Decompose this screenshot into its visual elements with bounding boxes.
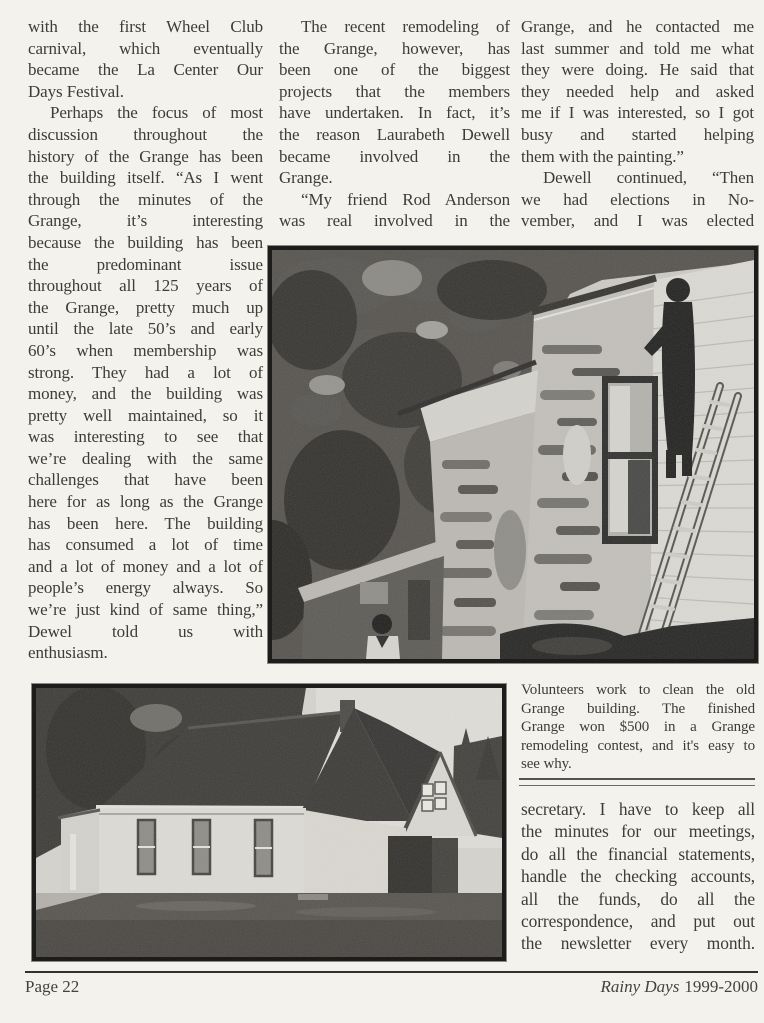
text-line: Grange, and he contacted me bbox=[521, 17, 754, 36]
text-line: the minutes for our meetings, bbox=[521, 821, 755, 842]
text-line: 60’s when membership was bbox=[28, 340, 263, 360]
text-line: Grange. bbox=[279, 168, 333, 188]
text-line: until the late 50’s and early bbox=[28, 319, 263, 339]
footer-page-number: Page 22 bbox=[25, 977, 80, 996]
text-line: people’s energy always. So bbox=[28, 578, 263, 598]
page-footer bbox=[25, 977, 758, 997]
text-line: busy and started helping bbox=[521, 124, 754, 144]
text-line: the Grange, pretty much up bbox=[28, 297, 263, 317]
text-line: pretty well maintained, so it bbox=[28, 405, 263, 425]
text-line: was real involved in the bbox=[279, 211, 510, 231]
text-line: correspondence, and put out bbox=[521, 911, 755, 932]
photo-finished-grange-graphic bbox=[36, 688, 502, 957]
text-line: through the minutes of the bbox=[28, 189, 263, 209]
text-line: we had elections in No- bbox=[521, 189, 754, 209]
text-line: been one of the biggest bbox=[279, 60, 510, 80]
text-line: do all the financial statements, bbox=[521, 843, 755, 864]
text-line: and a lot of money and a lot of bbox=[28, 556, 263, 576]
text-line: Perhaps the focus of most bbox=[50, 103, 263, 123]
text-line: The recent remodeling of bbox=[301, 17, 510, 36]
text-line: carnival, which eventually bbox=[28, 38, 263, 58]
photo-caption bbox=[521, 681, 755, 774]
text-line: with the first Wheel Club bbox=[28, 17, 263, 36]
text-line: vember, and I was elected bbox=[521, 211, 754, 231]
text-line: money, and the building was bbox=[28, 384, 263, 404]
text-line: the predominant issue bbox=[28, 254, 263, 274]
text-line: enthusiasm. bbox=[28, 643, 108, 663]
text-line: the building itself. “As I went bbox=[28, 168, 263, 188]
text-line: challenges that have been bbox=[28, 470, 263, 490]
text-line: has been here. The building bbox=[28, 513, 263, 533]
text-line: discussion throughout the bbox=[28, 124, 263, 144]
text-line: became involved in the bbox=[279, 146, 510, 166]
photo-grange-remodeling bbox=[268, 246, 758, 663]
text-line: throughout all 125 years of bbox=[28, 276, 263, 296]
photo-grange-remodeling-graphic bbox=[272, 250, 754, 659]
text-line: Grange building. The finished bbox=[521, 700, 755, 717]
text-line: the reason Laurabeth Dewell bbox=[279, 124, 510, 144]
text-line: they needed help and asked bbox=[521, 81, 754, 101]
text-line: see why. bbox=[521, 756, 572, 773]
text-line: all the funds, do all the bbox=[521, 888, 755, 909]
text-line: Grange, it’s interesting bbox=[28, 211, 263, 231]
footer-rule bbox=[25, 971, 758, 973]
article-column-middle bbox=[279, 16, 510, 232]
text-line: was interesting to see that bbox=[28, 427, 263, 447]
text-line: Dewell continued, “Then bbox=[543, 168, 754, 188]
article-column-right-bottom bbox=[521, 798, 755, 955]
text-line: have undertaken. In fact, it’s bbox=[279, 103, 510, 123]
text-line: last summer and told me what bbox=[521, 38, 754, 58]
text-line: became the La Center Our bbox=[28, 60, 263, 80]
photo-finished-grange bbox=[32, 684, 506, 961]
text-line: the newsletter every month. bbox=[521, 933, 755, 954]
text-line: Days Festival. bbox=[28, 81, 124, 101]
text-line: here for as long as the Grange bbox=[28, 492, 263, 512]
footer-journal bbox=[600, 977, 758, 997]
text-line: history of the Grange has been bbox=[28, 146, 263, 166]
caption-divider-rule bbox=[519, 778, 755, 786]
text-line: we’re dealing with the same bbox=[28, 448, 263, 468]
text-line: because the building has been bbox=[28, 232, 263, 252]
text-line: strong. They had a lot of bbox=[28, 362, 263, 382]
text-line: we’re just kind of same thing,” bbox=[28, 600, 263, 620]
text-line: Dewel told us with bbox=[28, 621, 263, 641]
text-line: secretary. I have to keep all bbox=[521, 799, 755, 819]
footer-journal-years: 1999-2000 bbox=[684, 977, 758, 996]
text-line: projects that the members bbox=[279, 81, 510, 101]
footer-journal-title: Rainy Days bbox=[600, 977, 680, 996]
text-line: has consumed a lot of time bbox=[28, 535, 263, 555]
text-line: the Grange, however, has bbox=[279, 38, 510, 58]
photo-grain bbox=[272, 250, 754, 659]
text-line: remodeling contest, and it's easy to bbox=[521, 737, 755, 754]
article-column-left bbox=[28, 16, 263, 664]
photo-grain bbox=[36, 688, 502, 957]
text-line: handle the checking accounts, bbox=[521, 866, 755, 887]
text-line: Volunteers work to clean the old bbox=[521, 682, 755, 698]
text-line: me if I was interested, so I got bbox=[521, 103, 754, 123]
article-column-right-top bbox=[521, 16, 754, 232]
text-line: “My friend Rod Anderson bbox=[301, 189, 510, 209]
text-line: they were doing. He said that bbox=[521, 60, 754, 80]
text-line: Grange won $500 in a Grange bbox=[521, 719, 755, 736]
text-line: them with the painting.” bbox=[521, 146, 684, 166]
